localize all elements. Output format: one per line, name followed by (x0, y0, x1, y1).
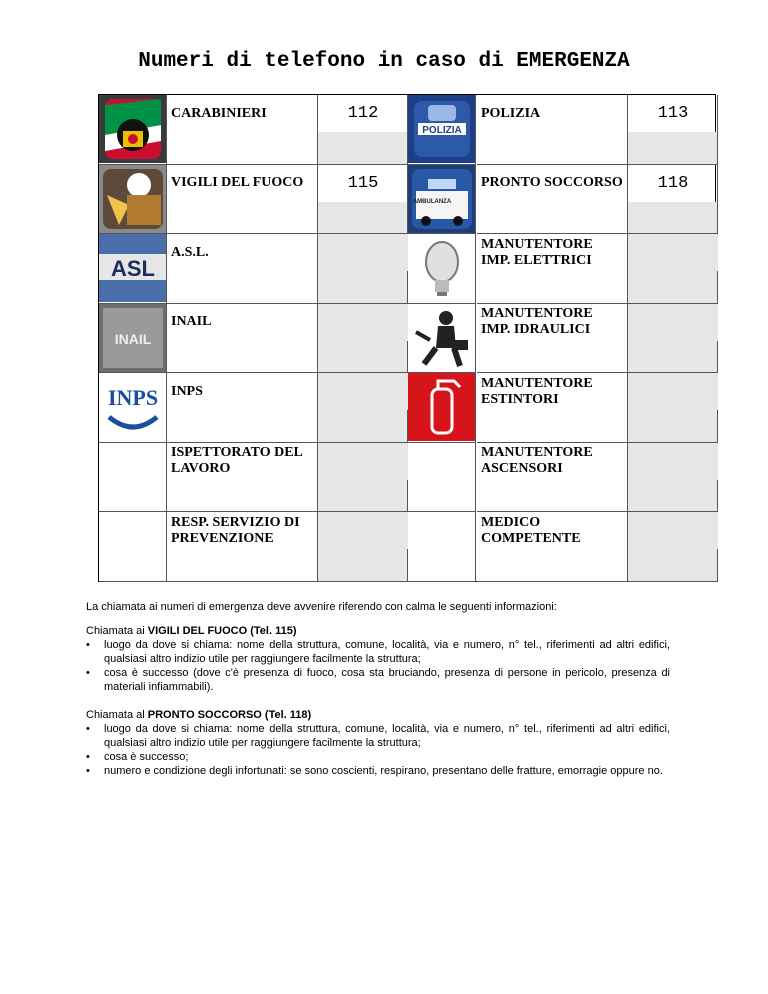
entry-number: 115 (347, 173, 379, 193)
vvf-heading: Chiamata ai VIGILI DEL FUOCO (Tel. 115) (86, 625, 297, 637)
entry-label: MANUTENTORE IMP. ELETTRICI (481, 236, 593, 268)
lightbulb-icon (408, 234, 476, 304)
svg-text:ASL: ASL (111, 256, 155, 281)
entry-label: CARABINIERI (171, 105, 267, 121)
number-subcell (318, 410, 408, 443)
svg-text:INPS: INPS (107, 385, 159, 410)
ps-section (86, 708, 670, 778)
entry-number (318, 373, 408, 410)
intro-text: La chiamata ai numeri di emergenza deve avvenire riferendo con calma le seguenti informazioni: (86, 601, 557, 613)
page-title: Numeri di telefono in caso di EMERGENZA (138, 50, 630, 73)
entry-label: MANUTENTORE IMP. IDRAULICI (481, 306, 593, 337)
vigili-fuoco-icon (99, 165, 167, 235)
extinguisher-icon (408, 373, 476, 443)
number-subcell (628, 132, 718, 165)
svg-text:INAIL: INAIL (114, 330, 152, 347)
entry-number (318, 512, 408, 549)
number-subcell (318, 549, 408, 582)
number-subcell (318, 271, 408, 304)
emergency-table (98, 94, 716, 582)
number-subcell (628, 549, 718, 582)
label-subcell (477, 480, 628, 513)
label-subcell (477, 410, 628, 443)
label-subcell (167, 410, 318, 443)
entry-label: RESP. SERVIZIO DI PREVENZIONE (171, 514, 300, 546)
empty-icon-cell (408, 443, 476, 513)
plumber-icon (408, 304, 476, 374)
ps-bullet: • numero e condizione degli infortunati: se sono coscienti, respirano, presentano delle fratture, emorragie oppure no. (86, 764, 670, 778)
entry-label: INPS (171, 383, 203, 399)
label-subcell (477, 132, 628, 165)
number-subcell (318, 132, 408, 165)
entry-label: MANUTENTORE ESTINTORI (481, 375, 593, 407)
number-subcell (318, 480, 408, 513)
number-subcell (628, 202, 718, 235)
inps-icon (99, 373, 167, 443)
entry-label: VIGILI DEL FUOCO (171, 175, 304, 190)
label-subcell (167, 480, 318, 513)
ps-bullet: • luogo da dove si chiama: nome della struttura, comune, località, via e numero, n° tel., riferimenti ad altri edifici, qualsiasi altro indizio utile per raggiungere facilmente la struttura; (86, 722, 670, 750)
polizia-icon (408, 95, 476, 165)
entry-number: 118 (657, 173, 689, 193)
entry-number: 113 (657, 104, 689, 123)
number-subcell (628, 271, 718, 304)
entry-number (318, 443, 408, 480)
label-subcell (477, 341, 628, 374)
entry-label: MANUTENTORE ASCENSORI (481, 445, 593, 476)
entry-number (318, 234, 408, 271)
number-subcell (628, 341, 718, 374)
ambulanza-icon (408, 165, 476, 235)
entry-number (628, 443, 718, 480)
label-subcell (167, 132, 318, 165)
number-subcell (628, 480, 718, 513)
vvf-bullet: • cosa è successo (dove c'è presenza di fuoco, cosa sta bruciando, presenza di persone in pericolo, presenza di materiali infiammabili). (86, 666, 670, 694)
entry-number (628, 373, 718, 410)
ps-bullet: • cosa è successo; (86, 750, 670, 764)
entry-number (628, 304, 718, 341)
vvf-section (86, 624, 670, 694)
empty-icon-cell (99, 512, 167, 582)
entry-number (318, 304, 408, 341)
label-subcell (477, 202, 628, 235)
vvf-bullet: • luogo da dove si chiama: nome della struttura, comune, località, via e numero, n° tel., riferimenti ad altri edifici, qualsiasi altro indizio utile per raggiungere facilmente la struttura; (86, 638, 670, 666)
entry-label: A.S.L. (171, 244, 209, 260)
label-subcell (167, 202, 318, 235)
entry-number (628, 512, 718, 549)
svg-text:AMBULANZA: AMBULANZA (412, 198, 452, 205)
entry-label: POLIZIA (481, 105, 541, 121)
inail-icon (99, 304, 167, 374)
label-subcell (167, 341, 318, 374)
label-subcell (167, 271, 318, 304)
entry-label: INAIL (171, 314, 212, 329)
svg-text:POLIZIA: POLIZIA (422, 125, 462, 136)
number-subcell (318, 341, 408, 374)
carabinieri-icon (99, 95, 167, 165)
entry-number (628, 234, 718, 271)
number-subcell (318, 202, 408, 235)
empty-icon-cell (99, 443, 167, 513)
label-subcell (167, 549, 318, 582)
empty-icon-cell (408, 512, 476, 582)
asl-icon (99, 234, 167, 304)
number-subcell (628, 410, 718, 443)
label-subcell (477, 549, 628, 582)
entry-label: MEDICO COMPETENTE (481, 514, 581, 546)
entry-label: ISPETTORATO DEL LAVORO (171, 445, 303, 476)
ps-heading: Chiamata al PRONTO SOCCORSO (Tel. 118) (86, 709, 312, 721)
label-subcell (477, 271, 628, 304)
entry-label: PRONTO SOCCORSO (481, 175, 623, 190)
entry-number: 112 (347, 104, 379, 123)
